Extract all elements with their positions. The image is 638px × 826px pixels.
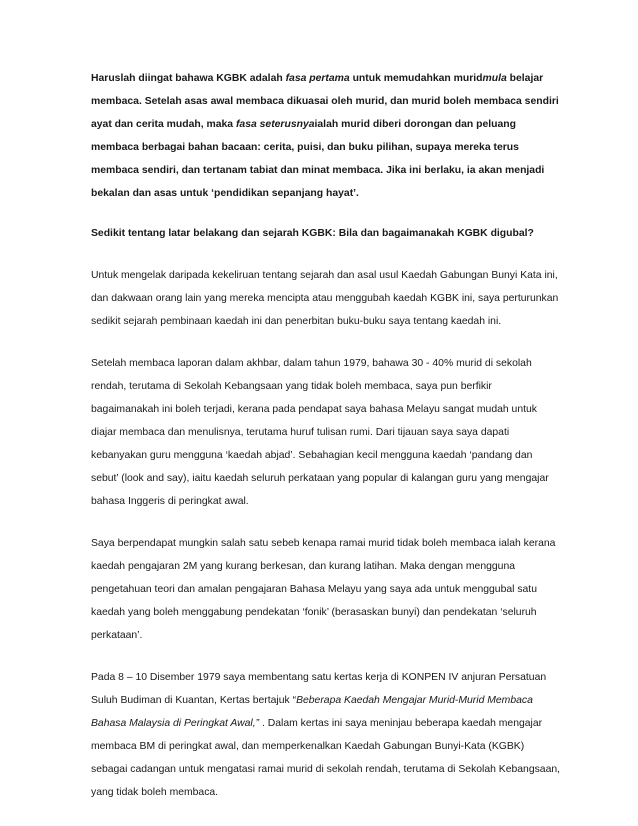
- paragraph-history-intro: Untuk mengelak daripada kekeliruan tentang sejarah dan asal usul Kaedah Gabungan Bunyi Kata ini, dan dakwaan orang lain yang mereka mencipta atau menggubah kaedah KGBK ini, saya perturunkan sedikit sejarah pembinaan kaedah ini dan penerbitan buku-buku saya tentang kaedah ini.: [91, 270, 559, 327]
- intro-text-1: Haruslah diingat bahawa KGBK adalah: [91, 73, 286, 84]
- intro-text-3: belajar membaca. Setelah asas awal membaca dikuasai oleh murid, dan murid boleh membaca sendiri ayat dan cerita mudah, maka: [91, 73, 559, 130]
- paragraph-konpen: [91, 666, 561, 804]
- paragraph-1979-report: Setelah membaca laporan dalam akhbar, dalam tahun 1979, bahawa 30 - 40% murid di sekolah rendah, terutama di Sekolah Kebangsaan yang tidak boleh membaca, saya pun berfikir bagaimanakah ini boleh terjadi, kerana pada pendapat saya bahasa Melayu sangat mudah untuk diajar membaca dan menulisnya, terutama huruf tulisan rumi. Dari tijauan saya saya dapati kebanyakan guru mengguna ‘kaedah abjad’. Sebahagian kecil mengguna kaedah ‘pandang dan sebut’ (look and say), iaitu kaedah seluruh perkataan yang popular di kalangan guru yang mengajar bahasa Inggeris di peringkat awal.: [91, 358, 549, 507]
- intro-paragraph: [91, 67, 561, 205]
- intro-italic-1: fasa pertama: [285, 73, 350, 84]
- intro-text-2: untuk memudahkan murid: [349, 73, 483, 84]
- intro-italic-2: mula: [482, 73, 507, 84]
- document-body: [91, 51, 561, 804]
- intro-text-4: ialah murid diberi dorongan dan peluang membaca berbagai bahan bacaan: cerita, puisi, dan buku pilihan, supaya mereka terus membaca sendiri, dan tertanam tabiat dan minat membaca. Jika ini berlaku, ia akan menjadi bekalan dan asas untuk ‘pendidikan sepanjang hayat’.: [91, 119, 545, 199]
- section-heading: Sedikit tentang latar belakang dan sejarah KGBK: Bila dan bagaimanakah KGBK digubal?: [91, 228, 534, 239]
- konpen-text-2: . Dalam kertas ini saya meninjau beberapa kaedah mengajar membaca BM di peringkat awal, dan memperkenalkan Kaedah Gabungan Bunyi-Kata (KGBK) sebagai cadangan untuk mengatasi ramai murid di sekolah rendah, terutama di Sekolah Kebangsaan, yang tidak boleh membaca.: [91, 718, 561, 798]
- paragraph-reasoning: Saya berpendapat mungkin salah satu sebeb kenapa ramai murid tidak boleh membaca ialah kerana kaedah pengajaran 2M yang kurang berkesan, dan kurang latihan. Maka dengan mengguna pengetahuan teori dan amalan pengajaran Bahasa Melayu yang saya ada untuk menggubal satu kaedah yang boleh menggabung pendekatan ‘fonik’ (berasaskan bunyi) dan pendekatan ‘seluruh perkataan’.: [91, 538, 556, 641]
- paper-title: Beberapa Kaedah Mengajar Murid-Murid Membaca Bahasa Malaysia di Peringkat Awal,”: [91, 695, 533, 729]
- konpen-text-1: Pada 8 – 10 Disember 1979 saya membentang satu kertas kerja di KONPEN IV anjuran Persatuan Suluh Budiman di Kuantan, Kertas bertajuk “: [91, 672, 547, 706]
- intro-italic-3: fasa seterusnya: [235, 119, 315, 130]
